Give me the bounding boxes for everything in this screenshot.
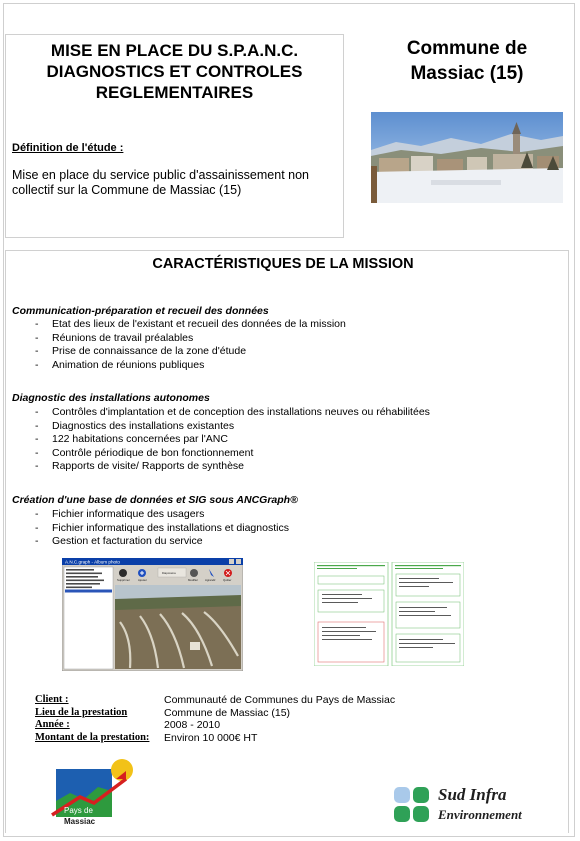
list-item: - Fichier informatique des usagers — [35, 508, 289, 522]
commune-line: Massiac (15) — [410, 63, 524, 84]
toolbar-label: Quitter — [223, 578, 232, 582]
mission-title: CARACTÉRISTIQUES DE LA MISSION — [152, 256, 414, 272]
toolbar-label: Ajouter — [138, 578, 147, 582]
list-item: - Fichier informatique des installations et diagnostics — [35, 522, 289, 536]
year-value: 2008 - 2010 — [164, 719, 221, 732]
window-title: A.N.C.graph - Album photo — [65, 559, 120, 565]
toolbar-label: Diaporama — [162, 571, 176, 575]
amount-value: Environ 10 000€ HT — [164, 732, 258, 745]
village-photo — [371, 112, 563, 203]
list-item: - Réunions de travail préalables — [35, 332, 346, 346]
logo-text: Massiac — [64, 817, 96, 826]
brand-subtitle: Environnement — [438, 807, 522, 822]
section-title-communication: Communication-préparation et recueil des données — [12, 305, 269, 317]
diagnostic-forms — [314, 562, 464, 666]
title-box — [5, 34, 344, 238]
logo-text: Pays de — [64, 806, 93, 815]
amount-label: Montant de la prestation: — [35, 732, 150, 744]
title-line: DIAGNOSTICS ET CONTROLES — [46, 62, 303, 81]
list-item: - 122 habitations concernées par l'ANC — [35, 433, 430, 447]
brand-name: Sud Infra — [438, 785, 507, 804]
diagnostic-list — [35, 406, 430, 474]
definition-label: Définition de l'étude : — [12, 142, 124, 154]
client-label: Client : — [35, 694, 69, 705]
definition-text: Mise en place du service public d'assainissement non collectif sur la Commune de Massiac (15) — [12, 168, 309, 197]
toolbar-label: Modifier — [188, 578, 198, 582]
list-item: - Gestion et facturation du service — [35, 535, 289, 549]
database-list — [35, 508, 289, 549]
year-label: Année : — [35, 719, 70, 731]
list-item: - Contrôles d'implantation et de conception des installations neuves ou réhabilitées — [35, 406, 430, 420]
location-label: Lieu de la prestation — [35, 706, 128, 718]
title-line: MISE EN PLACE DU S.P.A.N.C. — [50, 41, 299, 60]
client-labels — [35, 694, 149, 745]
section-title-database: Création d'une base de données et SIG sous ANCGraph® — [12, 494, 298, 506]
pays-de-massiac-logo — [50, 757, 146, 827]
commune-heading — [372, 36, 562, 86]
sud-infra-logo — [392, 785, 558, 827]
section-title-diagnostic: Diagnostic des installations autonomes — [12, 392, 210, 404]
communication-list — [35, 318, 346, 372]
list-item: - Contrôle périodique de bon fonctionnement — [35, 447, 430, 461]
list-item: - Diagnostics des installations existantes — [35, 420, 430, 434]
client-values — [164, 694, 395, 745]
list-item: - Rapports de visite/ Rapports de synthèse — [35, 460, 430, 474]
study-title — [6, 40, 343, 103]
toolbar-label: Agrandir — [205, 578, 216, 582]
logo-squares-icon — [392, 785, 432, 825]
location-value: Commune de Massiac (15) — [164, 706, 291, 719]
list-item: - Etat des lieux de l'existant et recueil des données de la mission — [35, 318, 346, 332]
title-line: REGLEMENTAIRES — [95, 83, 254, 102]
commune-line: Commune de — [406, 38, 528, 59]
list-item: - Animation de réunions publiques — [35, 359, 346, 373]
ancgraph-screenshot — [62, 558, 243, 671]
client-value: Communauté de Communes du Pays de Massiac — [164, 694, 396, 706]
list-item: - Prise de connaissance de la zone d'étude — [35, 345, 346, 359]
toolbar-label: Supprimer — [117, 578, 130, 582]
